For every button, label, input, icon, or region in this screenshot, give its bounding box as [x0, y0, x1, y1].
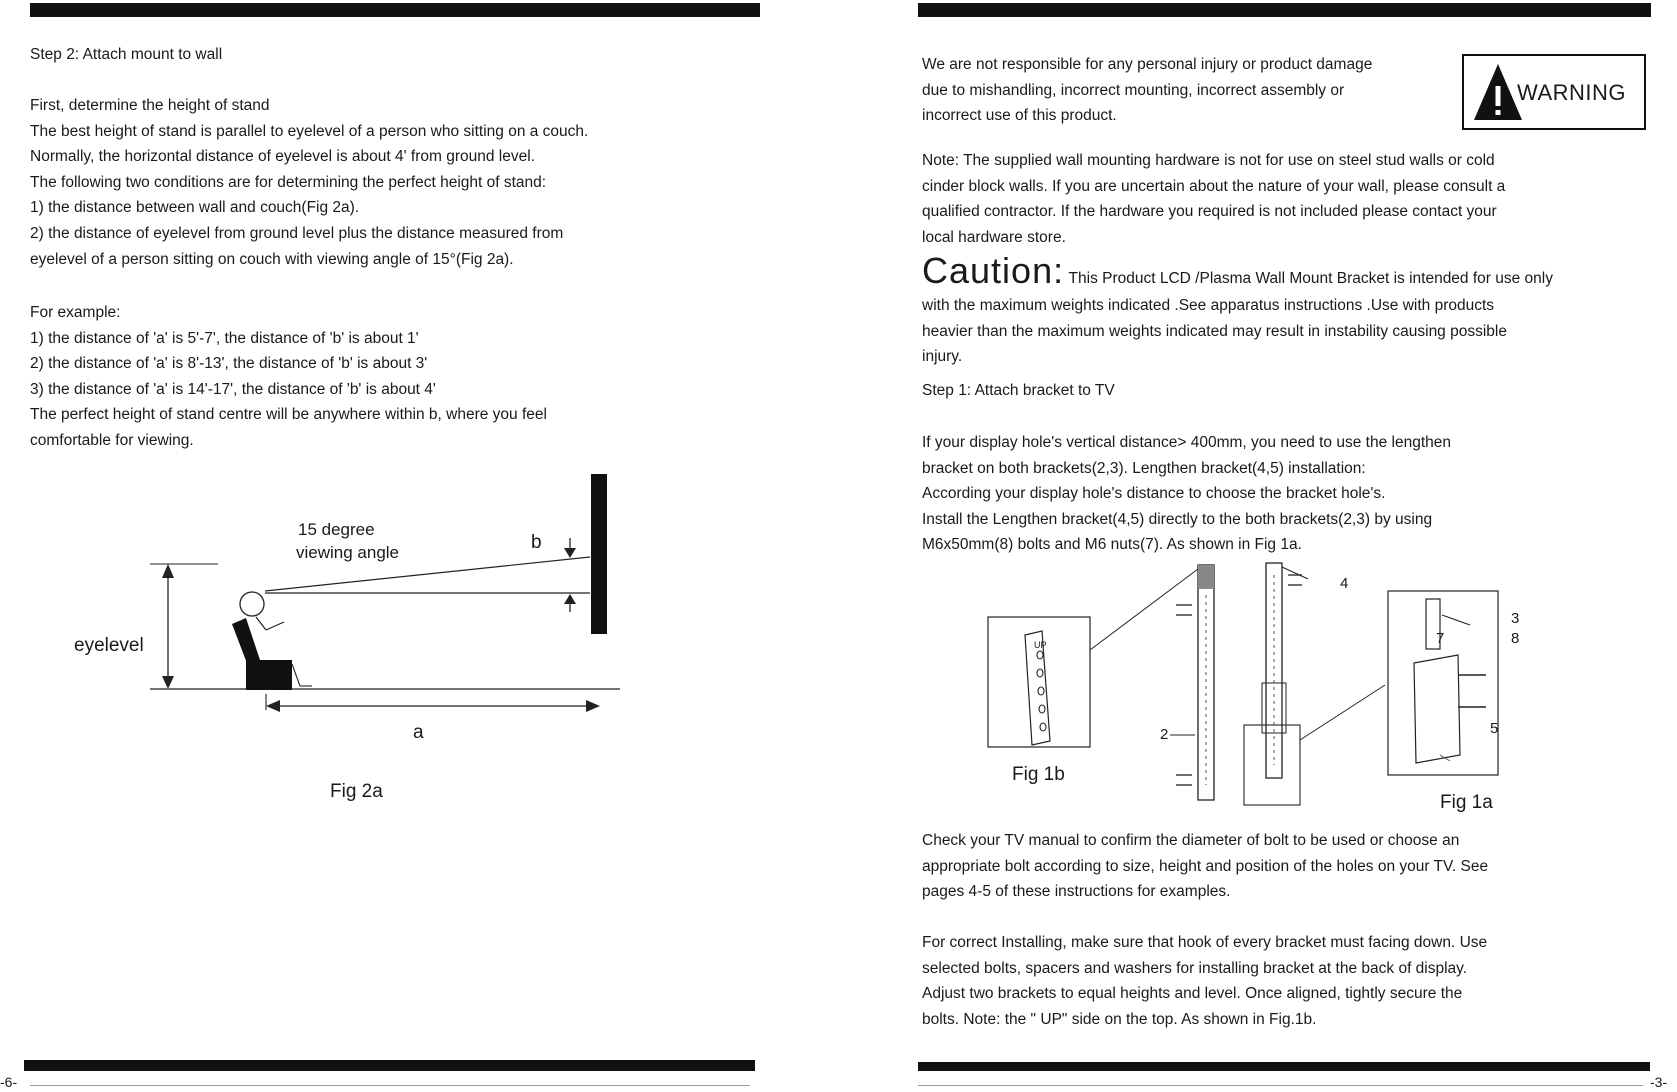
- eyelevel-label: eyelevel: [74, 635, 144, 656]
- intro-line: eyelevel of a person sitting on couch with viewing angle of 15°(Fig 2a).: [30, 250, 514, 268]
- left-step-title: Step 2: Attach mount to wall: [30, 46, 223, 63]
- fig-2a-caption: Fig 2a: [330, 781, 383, 802]
- b-arrow-bottom: [564, 594, 576, 604]
- right-footer-line: [918, 1085, 1643, 1086]
- callout-5: 5: [1490, 720, 1499, 737]
- check-line: Check your TV manual to confirm the diameter of bolt to be used or choose an: [922, 832, 1460, 849]
- warning-box: [1462, 54, 1646, 130]
- step1-line: M6x50mm(8) bolts and M6 nuts(7). As shown in Fig 1a.: [922, 536, 1302, 554]
- example-line: 1) the distance of 'a' is 5'-7', the distance of 'b' is about 1': [30, 329, 419, 347]
- angle-label-2: viewing angle: [296, 543, 400, 562]
- caution-first-line: This Product LCD /Plasma Wall Mount Bracket is intended for use only: [1068, 270, 1553, 287]
- a-label: a: [413, 722, 424, 743]
- left-footer-line: [30, 1085, 750, 1086]
- intro-line: First, determine the height of stand: [30, 97, 270, 114]
- note-line: Note: The supplied wall mounting hardware is not for use on steel stud walls or cold: [922, 152, 1495, 169]
- b-label: b: [531, 532, 542, 553]
- step1-line: Install the Lengthen bracket(4,5) directly to the both brackets(2,3) by using: [922, 510, 1433, 528]
- chair-back: [232, 618, 260, 666]
- warning-label: WARNING: [1517, 80, 1627, 105]
- fig-2a-diagram: [0, 460, 760, 780]
- step1-line: bracket on both brackets(2,3). Lengthen bracket(4,5) installation:: [922, 459, 1366, 477]
- right-bottom-bar: [918, 1062, 1650, 1071]
- callout-4: 4: [1340, 575, 1349, 592]
- chair-seat: [246, 660, 292, 690]
- check-line: pages 4-5 of these instructions for examples.: [922, 883, 1231, 901]
- b-arrow-top: [564, 548, 576, 558]
- left-example-block: [30, 300, 547, 454]
- install-line: Adjust two brackets to equal heights and level. Once aligned, tightly secure the: [922, 985, 1463, 1003]
- example-line: comfortable for viewing.: [30, 431, 194, 449]
- step1-line: According your display hole's distance to choose the bracket hole's.: [922, 485, 1386, 503]
- callout-2: 2: [1160, 726, 1169, 743]
- note-line: qualified contractor. If the hardware you required is not included please contact your: [922, 203, 1497, 221]
- angle-label-1: 15 degree: [298, 520, 375, 539]
- install-line: For correct Installing, make sure that hook of every bracket must facing down. Use: [922, 934, 1488, 951]
- left-intro-block: [30, 93, 588, 272]
- fig-1a-detail-box: [1244, 725, 1300, 805]
- warning-text-block: [922, 52, 1372, 129]
- example-line: 2) the distance of 'a' is 8'-13', the distance of 'b' is about 3': [30, 355, 428, 373]
- right-page-number: -3-: [1650, 1074, 1668, 1090]
- left-top-bar: [30, 3, 760, 17]
- fig-1a-inset: [1388, 591, 1498, 775]
- step1-block: [922, 430, 1451, 558]
- fig-1b-inset: [988, 617, 1090, 747]
- person-head: [240, 592, 264, 616]
- callout-8: 8: [1511, 630, 1520, 647]
- example-line: For example:: [30, 304, 121, 321]
- check-line: appropriate bolt according to size, height and position of the holes on your TV. See: [922, 857, 1489, 875]
- example-line: 3) the distance of 'a' is 14'-17', the distance of 'b' is about 4': [30, 380, 436, 398]
- fig-1b-caption: Fig 1b: [1012, 764, 1065, 785]
- note-block: [922, 148, 1505, 250]
- install-block: [922, 930, 1487, 1032]
- intro-line: 2) the distance of eyelevel from ground level plus the distance measured from: [30, 224, 564, 242]
- step1-title: Step 1: Attach bracket to TV: [922, 382, 1115, 399]
- note-line: cinder block walls. If you are uncertain about the nature of your wall, please consult a: [922, 177, 1506, 195]
- caution-heading: [922, 250, 1553, 292]
- step1-line: If your display hole's vertical distance> 400mm, you need to use the lengthen: [922, 434, 1451, 451]
- callout-3: 3: [1511, 610, 1520, 627]
- warning-line: due to mishandling, incorrect mounting, incorrect assembly or: [922, 81, 1345, 99]
- install-line: selected bolts, spacers and washers for installing bracket at the back of display.: [922, 959, 1468, 977]
- install-line: bolts. Note: the " UP" side on the top. As shown in Fig.1b.: [922, 1010, 1317, 1028]
- wall-tv: [591, 474, 607, 634]
- warning-line: incorrect use of this product.: [922, 107, 1117, 125]
- note-line: local hardware store.: [922, 228, 1066, 246]
- caution-line: heavier than the maximum weights indicated may result in instability causing possible: [922, 322, 1507, 340]
- intro-line: 1) the distance between wall and couch(Fig 2a).: [30, 199, 360, 217]
- intro-line: The best height of stand is parallel to eyelevel of a person who sitting on a couch.: [30, 122, 589, 140]
- intro-line: Normally, the horizontal distance of eyelevel is about 4' from ground level.: [30, 148, 535, 166]
- warning-line: We are not responsible for any personal injury or product damage: [922, 56, 1373, 73]
- check-block: [922, 828, 1488, 905]
- fig-1a-caption: Fig 1a: [1440, 792, 1493, 813]
- callout-7: 7: [1436, 630, 1445, 647]
- caution-block: [922, 293, 1507, 370]
- right-top-bar: [918, 3, 1651, 17]
- caution-line: injury.: [922, 348, 963, 366]
- up-label: UP: [1034, 640, 1047, 650]
- caution-word: Caution:: [922, 250, 1065, 291]
- intro-line: The following two conditions are for determining the perfect height of stand:: [30, 173, 547, 191]
- example-line: The perfect height of stand centre will be anywhere within b, where you feel: [30, 406, 547, 424]
- caution-line: with the maximum weights indicated .See apparatus instructions .Use with products: [922, 297, 1495, 314]
- left-page-number: -6-: [0, 1074, 18, 1090]
- left-bottom-bar: [24, 1060, 755, 1071]
